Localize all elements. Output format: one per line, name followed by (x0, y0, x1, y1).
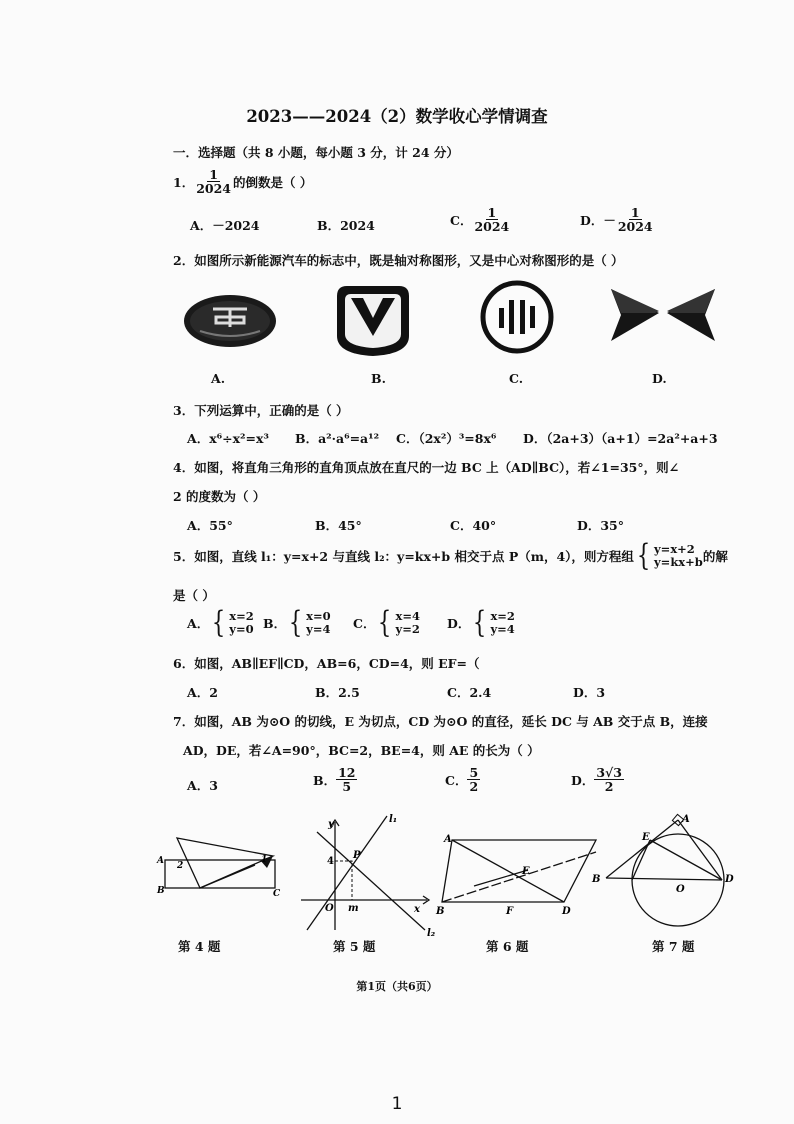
brace-icon: { (636, 538, 651, 573)
fig5-label-o: O (325, 903, 334, 914)
q1-option-c (450, 206, 511, 233)
page-number: 1 (391, 1094, 403, 1114)
q7-c-label: C． (445, 772, 468, 788)
fig5-label-m: m (348, 903, 359, 914)
brace-icon: { (212, 605, 226, 640)
q7-c-num: 5 (469, 765, 479, 780)
q5-b-row1: x=0 (306, 608, 331, 623)
q5-option-c (353, 605, 421, 640)
q5-option-d (447, 605, 515, 640)
q5-c-row1: x=4 (395, 608, 421, 623)
q7-option-a: A．3 (187, 778, 218, 793)
q1-d-fraction (616, 206, 655, 233)
q7-b-label: B． (313, 772, 337, 788)
question-7-line2: AD，DE，若∠A=90°，BC=2，BE=4，则 AE 的长为（ ） (183, 743, 540, 758)
figure-7 (590, 812, 740, 940)
q1-c-num: 1 (487, 205, 497, 220)
q6-option-b: B．2.5 (315, 685, 360, 700)
fig7-label-b: B (592, 874, 601, 885)
question-5-line2: 是（ ） (173, 588, 215, 603)
q5-b-row2: y=4 (306, 622, 331, 636)
q4-option-b: B．45° (315, 518, 362, 533)
q5-a-row2: y=0 (229, 622, 254, 636)
fig5-label-p: P (353, 850, 361, 861)
fig6-label-e: E (522, 866, 530, 877)
question-3: 3．下列运算中，正确的是（ ） (173, 403, 349, 418)
fig6-label-d: D (562, 906, 571, 917)
question-6: 6．如图，AB∥EF∥CD，AB=6，CD=4，则 EF=（ (173, 656, 480, 671)
fig5-label-l1: l₁ (389, 814, 398, 825)
fig4-label-a: A (157, 856, 164, 866)
q1-d-label: D．－ (580, 212, 616, 228)
q7-d-num: 3√3 (596, 765, 622, 780)
fig6-label-b: B (436, 906, 445, 917)
q1-c-fraction (472, 206, 511, 233)
fig5-label-l2: l₂ (427, 928, 436, 937)
logo-d-icon (607, 283, 719, 347)
q7-d-den: 2 (604, 779, 614, 795)
q4-option-c: C．40° (450, 518, 497, 533)
fig5-label-x: x (414, 904, 420, 915)
fig6-label-f: F (506, 906, 514, 917)
fig4-label-b: B (157, 886, 165, 896)
q1-option-b: B．2024 (317, 218, 375, 233)
logo-c-icon (478, 278, 556, 356)
figure-4 (155, 830, 290, 910)
q1-c-label: C． (450, 212, 473, 228)
q5-a-label: A． (187, 616, 210, 631)
q1-option-d (580, 206, 655, 233)
fig5-label-y: y (328, 819, 334, 830)
q5-d-row2: y=4 (490, 622, 515, 636)
q1-option-a: A．－2024 (190, 218, 260, 233)
q3-option-d: D．（2a+3）（a+1）=2a²+a+3 (523, 431, 718, 446)
logo-a-icon (180, 287, 280, 355)
q6-option-a: A．2 (187, 685, 218, 700)
q7-b-num: 12 (338, 765, 356, 780)
q7-option-c (445, 766, 480, 793)
fig7-label-a: A (682, 814, 690, 825)
q7-option-d (571, 766, 624, 793)
section-heading: 一．选择题（共 8 小题，每小题 3 分，计 24 分） (173, 145, 459, 160)
q5-line1-end: 的解 (702, 549, 728, 564)
q6-option-d: D．3 (573, 685, 606, 700)
question-7-line1: 7．如图，AB 为⊙O 的切线，E 为切点，CD 为⊙O 的直径，延长 DC 与 AB 交于点 B，连接 (173, 714, 708, 729)
logo-b-icon (333, 280, 413, 360)
q6-option-c: C．2.4 (447, 685, 492, 700)
q3-option-a: A．x⁶÷x²=x³ (187, 431, 269, 446)
brace-icon: { (288, 605, 303, 640)
fig4-label-1: 1 (261, 855, 268, 865)
caption-fig6: 第 6 题 (486, 939, 529, 954)
q5-system (634, 538, 703, 573)
q3-option-c: C．（2x²）³=8x⁶ (396, 431, 497, 446)
q7-option-b (313, 766, 357, 793)
caption-fig5: 第 5 题 (333, 939, 376, 954)
q5-d-row1: x=2 (490, 608, 515, 623)
q2-label-a: A. (211, 371, 226, 386)
fig7-label-o: O (676, 884, 685, 895)
fig6-label-a: A (444, 834, 452, 845)
q2-label-b: B. (371, 371, 386, 386)
caption-fig4: 第 4 题 (178, 939, 221, 954)
q1-frac-num: 1 (209, 167, 218, 182)
fig4-label-c: C (273, 889, 281, 899)
question-4-line2: 2 的度数为（ ） (173, 489, 266, 504)
page-title: 2023——2024（2）数学收心学情调查 (246, 107, 548, 126)
q5-option-b (263, 605, 331, 640)
fig7-label-d: D (725, 874, 734, 885)
q2-label-c: C. (509, 371, 524, 386)
q4-option-a: A．55° (187, 518, 233, 533)
figure-6 (434, 830, 604, 918)
figure-5 (297, 812, 445, 937)
brace-icon: { (378, 605, 392, 640)
q5-c-row2: y=2 (395, 622, 420, 636)
brace-icon: { (473, 605, 487, 640)
q1-d-den: 2024 (617, 219, 653, 235)
q5-sys-row2: y=kx+b (654, 555, 703, 569)
fig5-label-4: 4 (327, 856, 334, 867)
q7-c-den: 2 (469, 779, 479, 795)
q5-sys-row1: y=x+2 (654, 541, 695, 556)
question-4-line1: 4．如图，将直角三角形的直角顶点放在直尺的一边 BC 上（AD∥BC），若∠1=35°，则∠ (173, 460, 680, 475)
question-1 (173, 168, 312, 195)
q1-d-num: 1 (630, 205, 640, 220)
q1-fraction (194, 168, 233, 195)
q7-d-label: D． (571, 772, 595, 788)
fig4-label-2: 2 (177, 861, 184, 871)
q5-option-a (187, 605, 254, 640)
q3-option-b: B．a²·a⁶=a¹² (295, 431, 380, 446)
q1-frac-den: 2024 (196, 181, 231, 197)
q5-c-label: C． (353, 616, 376, 631)
caption-fig7: 第 7 题 (652, 939, 695, 954)
q5-a-row1: x=2 (229, 608, 254, 623)
q2-label-d: D. (652, 371, 667, 386)
q1-c-den: 2024 (474, 219, 510, 235)
q4-option-d: D．35° (577, 518, 624, 533)
page-footer: 第1页（共6页） (356, 980, 438, 993)
question-2: 2．如图所示新能源汽车的标志中，既是轴对称图形，又是中心对称图形的是（ ） (173, 253, 624, 268)
q7-b-den: 5 (342, 779, 352, 795)
q5-b-label: B． (263, 616, 287, 631)
q1-suffix: 的倒数是（ ） (233, 174, 313, 190)
q1-number: 1． (173, 174, 195, 190)
question-5-line1 (173, 538, 728, 573)
q5-d-label: D． (447, 616, 471, 631)
fig7-label-e: E (642, 832, 650, 843)
q5-line1-text: 5．如图，直线 l₁：y=x+2 与直线 l₂：y=kx+b 相交于点 P（m，4），则方程组 (173, 549, 634, 564)
